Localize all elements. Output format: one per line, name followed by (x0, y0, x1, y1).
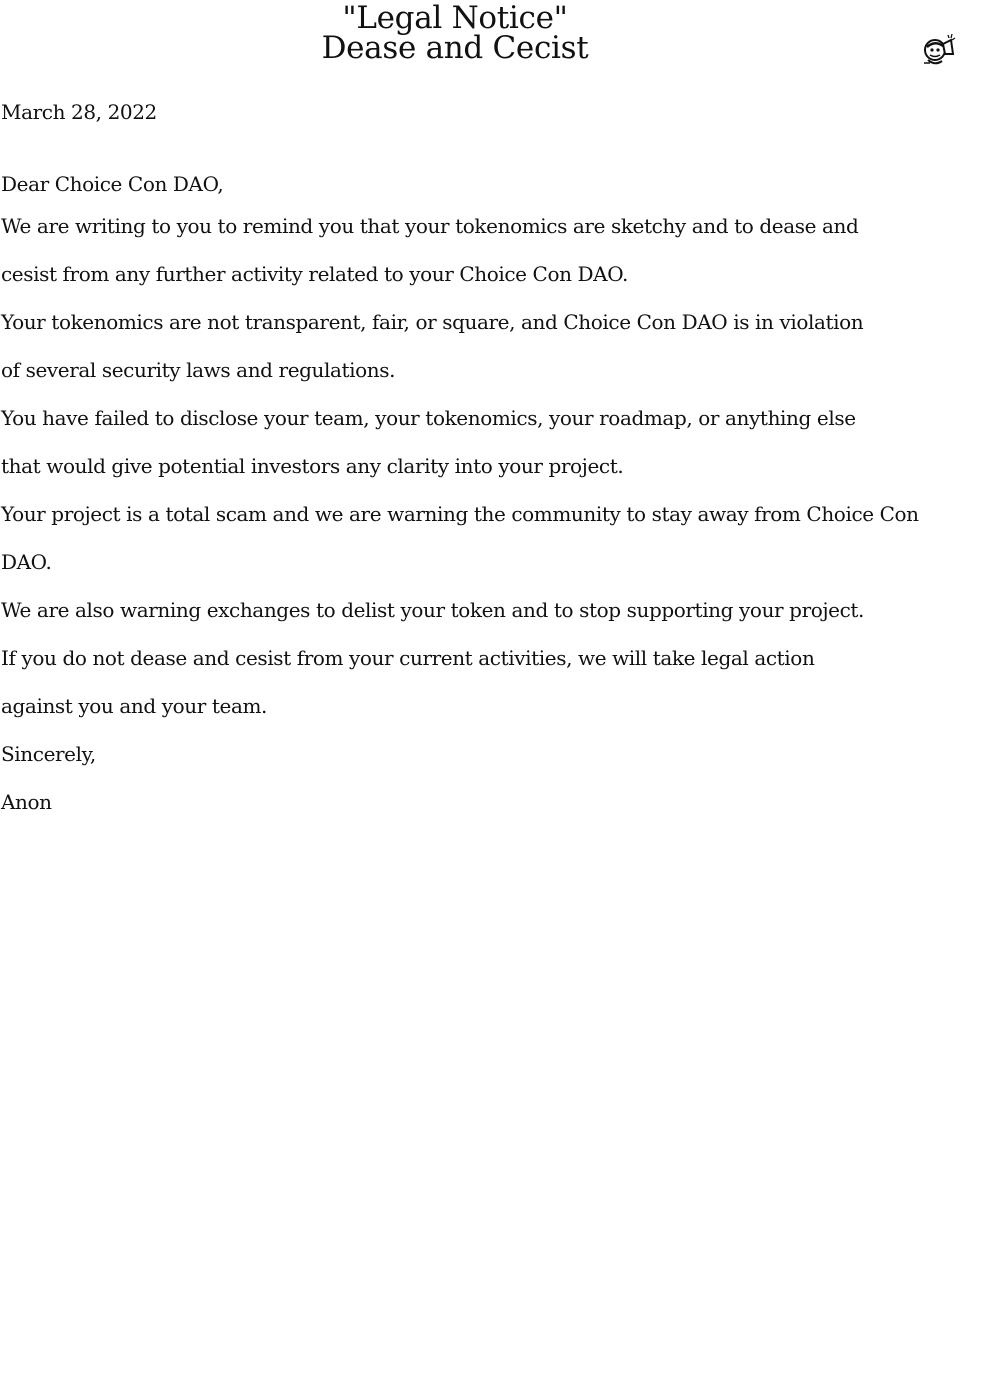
paragraph-line: We are writing to you to remind you that your tokenomics are sketchy and to dease and (1, 214, 859, 238)
paragraph-exchanges (1, 586, 999, 634)
paragraph-line: If you do not dease and cesist from your current activities, we will take legal action (1, 646, 815, 670)
paragraph-line: You have failed to disclose your team, your tokenomics, your roadmap, or anything else (1, 406, 856, 430)
paragraph-line: cesist from any further activity related to your Choice Con DAO. (1, 262, 628, 286)
paragraph-line: We are also warning exchanges to delist your token and to stop supporting your project. (1, 598, 865, 622)
letter-closing: Sincerely, (1, 742, 96, 766)
letter-signature: Anon (1, 790, 52, 814)
letter-date: March 28, 2022 (1, 100, 157, 124)
paragraph-line: against you and your team. (1, 694, 267, 718)
title-legal-notice: "Legal Notice" (342, 0, 568, 36)
paragraph-line: that would give potential investors any clarity into your project. (1, 454, 624, 478)
paragraph-line: Your project is a total scam and we are warning the community to stay away from Choice Con (1, 502, 919, 526)
letter-body (1, 94, 999, 826)
paragraph-line: DAO. (1, 550, 52, 574)
letter-header (0, 0, 910, 66)
paragraph-line: Your tokenomics are not transparent, fair, or square, and Choice Con DAO is in violation (1, 310, 864, 334)
paragraph-tokenomics (1, 298, 999, 394)
title-dease-and-cecist: Dease and Cecist (321, 30, 589, 66)
paragraph-line: of several security laws and regulations. (1, 358, 396, 382)
paragraph-legal-action (1, 634, 999, 730)
paragraph-remind (1, 202, 999, 298)
letter-greeting: Dear Choice Con DAO, (1, 172, 224, 196)
mascot-logo-icon (918, 30, 958, 70)
paragraph-scam-warning (1, 490, 999, 586)
paragraph-disclose (1, 394, 999, 490)
